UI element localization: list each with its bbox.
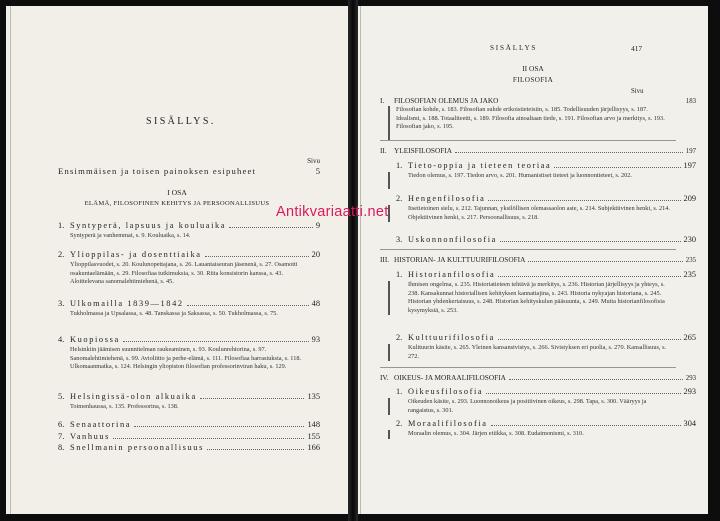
page-number: 417 (631, 44, 643, 53)
dot-leader (498, 338, 681, 340)
toc-entry (58, 443, 320, 452)
entry-description: Helsinkiin jäämisen suunnitelman raukeaminen, s. 93. Koulunrehtorina, s. 97. Sanomalehtimiehenä, s. 99. Avioliitto ja perhe-elämä, s. 111. Filosofiaa harrastuksia, s. 118. Ulkomaanmatka, s. 124. Helsingin yliopiston filosofian professorinviran haku, s. 129. (70, 346, 302, 371)
entry-number: 2. (58, 250, 65, 259)
toc-entry (58, 221, 320, 230)
part-title: ELÄMÄ, FILOSOFINEN KEHITYS JA PERSOONALLISUUS (84, 200, 270, 207)
dot-leader (123, 340, 309, 342)
entry-number: 2. (396, 333, 403, 342)
section-heading (380, 373, 696, 382)
entry-page: 155 (307, 432, 320, 441)
dot-leader (113, 437, 304, 439)
dot-leader (491, 424, 681, 426)
entry-number: 3. (396, 235, 403, 244)
section-roman: III. (380, 255, 390, 264)
entry-number: 1. (396, 387, 403, 396)
entry-number: 2. (396, 419, 403, 428)
entry-page: 166 (307, 443, 320, 452)
part-title: FILOSOFIA (512, 76, 554, 84)
entry-page: 209 (683, 194, 696, 203)
section-rule (380, 249, 676, 250)
toc-entry (58, 250, 320, 259)
dot-leader (486, 392, 680, 394)
entry-title: Ylioppilas- ja dosenttiaika (70, 250, 202, 259)
sivu-label: Sivu (307, 157, 320, 165)
sivu-label: Sivu (631, 88, 644, 95)
entry-page: 48 (311, 299, 320, 308)
dot-leader (498, 275, 680, 277)
entry-number: 4. (58, 335, 65, 344)
dot-leader (229, 226, 313, 228)
page-edge-line (10, 6, 11, 514)
dot-leader (488, 199, 680, 201)
entry-title: Kuopiossa (70, 335, 120, 344)
entry-title: Uskonnonfilosofia (408, 235, 497, 244)
entry-description: Kulttuurin käsite, s. 265. Yleinen kansansivistys, s. 266. Sivistyksen eri puolia, s. 270. Kansallisuus, s. 272. (408, 344, 667, 360)
toc-entry (396, 419, 696, 428)
margin-bar (388, 106, 390, 140)
section-page: 235 (685, 257, 696, 264)
entry-page: 9 (315, 221, 320, 230)
entry-title: Snellmanin persoonallisuus (70, 443, 204, 452)
section-title: YLEISFILOSOFIA (394, 146, 452, 155)
margin-bar (388, 344, 390, 361)
entry-description: Moraalin olemus, s. 304. Järjen etiikka, s. 308. Eudaimonismi, s. 310. (408, 430, 584, 437)
entry-title: Senaattorina (70, 420, 132, 429)
dot-leader (528, 260, 682, 262)
section-description: Filosofian kohde, s. 183. Filosofian suhde erikoistieteisiin, s. 185. Todellisuuden järjellisyys, s. 187. Idealismi, s. 188. Totaaliteetti, s. 189. Filosofia ainoaltaan tiede, s. 191. Filosofian arvo ja merkitys, s. 193. Filosofian jako, s. 195. (396, 106, 665, 131)
entry-number: 1. (396, 270, 403, 279)
entry-number: 5. (58, 392, 65, 401)
entry-description: Tiedon olemus, s. 197. Tiedon arvo, s. 201. Humanistiset tieteet ja luonnontieteet, s. 202. (408, 172, 632, 179)
section-heading (380, 146, 696, 155)
entry-page: 304 (683, 419, 696, 428)
entry-number: 6. (58, 420, 65, 429)
dot-leader (509, 378, 683, 380)
toc-entry (396, 270, 696, 279)
entry-title: Syntyperä, lapsuus ja kouluaika (70, 221, 227, 230)
entry-title: Kulttuurifilosofia (408, 333, 495, 342)
entry-number: 2. (396, 194, 403, 203)
dot-leader (501, 102, 682, 103)
section-page: 197 (685, 148, 696, 155)
section-title: FILOSOFIAN OLEMUS JA JAKO (394, 96, 499, 105)
entry-title: Vanhuus (70, 432, 111, 441)
entry-page: 197 (683, 161, 696, 170)
entry-title: Ulkomailla 1839—1842 (70, 299, 184, 308)
entry-page: 20 (311, 250, 320, 259)
entry-title: Helsingissä-olon alkuaika (70, 392, 197, 401)
entry-description: Itsetietoinen sielu, s. 212. Tajunnan, yksilöllisen olemassaolon aste, s. 214. Subjektiivinen henki, s. 214. Objektiivinen henki, s. 217. Persoonallisuus, s. 218. (408, 205, 670, 221)
entry-page: 293 (683, 387, 696, 396)
entry-page: 148 (307, 420, 320, 429)
entry-description: Ylioppilasvuodet, s. 20. Koulunopettajana, s. 26. Lauantaiseuran jäsenenä, s. 27. Osamotti osakuntaelämään, s. 29. Filosofiaa tutkimuksia, s. 30. Riita konsistorin kanssa, s. 43. Aloittelevana sanomalehtimiehenä, s. 45. (70, 261, 298, 286)
margin-bar (388, 281, 390, 315)
dot-leader (187, 304, 309, 306)
section-roman: I. (380, 96, 385, 105)
toc-entry (396, 387, 696, 396)
section-title: HISTORIAN- JA KULTTUURIFILOSOFIA (394, 255, 526, 264)
dot-leader (200, 397, 305, 399)
toc-entry (396, 194, 696, 203)
section-roman: II. (380, 146, 387, 155)
toc-entry (58, 335, 320, 344)
contents-heading: SISÄLLYS. (146, 116, 216, 127)
entry-page: 135 (307, 392, 320, 401)
entry-title: Moraalifilosofia (408, 419, 488, 428)
entry-number: 7. (58, 432, 65, 441)
preface-page: 5 (315, 166, 320, 176)
dot-leader (554, 166, 680, 168)
entry-page: 230 (683, 235, 696, 244)
entry-title: Tieto-oppia ja tieteen teoriaa (408, 161, 552, 170)
entry-description: Ihmisen ongelma, s. 235. Historiatieteen tehtävä ja merkitys, s. 236. Historian järjellisyys ja yhteys, s. 238. Kansakunnat historiallisen kehityksen kannattajina, s. 243. Historia nykyajan historiana, s. 245. Historian yhdenkertaisuus, s. 248. Historian kehityskulun pääsuunta, s. 249. Muita historianfilosofisia kysymyksiä, s. 253. (408, 281, 665, 314)
preface-entry (58, 166, 320, 176)
toc-entry (58, 299, 320, 308)
entry-page: 265 (683, 333, 696, 342)
part-number: I OSA (167, 188, 187, 197)
dot-leader (455, 151, 683, 153)
dot-leader (134, 425, 304, 427)
preface-title: Ensimmäisen ja toisen painoksen esipuheet (58, 166, 257, 176)
dot-leader (500, 240, 681, 242)
section-rule (380, 140, 676, 141)
section-heading (380, 255, 696, 264)
entry-title: Hengenfilosofia (408, 194, 486, 203)
entry-description: Oikeuden käsite, s. 293. Luonnonoikeus ja positiivinen oikeus, s. 298. Tapa, s. 300. Vääryys ja rangaistus, s. 301. (408, 398, 647, 414)
watermark-logo: Antikvariaatti.net (276, 204, 389, 220)
toc-entry (396, 235, 696, 244)
section-page: 183 (685, 98, 696, 105)
entry-number: 8. (58, 443, 65, 452)
margin-bar (388, 398, 390, 415)
section-heading (380, 96, 696, 105)
running-header: SISÄLLYS (490, 44, 538, 52)
toc-entry (58, 392, 320, 401)
entry-title: Oikeusfilosofia (408, 387, 484, 396)
entry-number: 3. (58, 299, 65, 308)
entry-number: 1. (58, 221, 65, 230)
toc-entry (58, 432, 320, 441)
toc-entry (58, 420, 320, 429)
book-gutter (348, 0, 358, 521)
part-number: II OSA (522, 64, 544, 73)
toc-entry (396, 333, 696, 342)
dot-leader (207, 448, 304, 450)
entry-description: Toimenhaussa, s. 135. Professorina, s. 138. (70, 403, 179, 410)
section-roman: IV. (380, 373, 389, 382)
margin-bar (388, 172, 390, 189)
toc-entry (396, 161, 696, 170)
entry-page: 235 (683, 270, 696, 279)
margin-bar (388, 430, 390, 439)
section-page: 293 (685, 375, 696, 382)
right-page (358, 6, 708, 514)
entry-title: Historianfilosofia (408, 270, 496, 279)
entry-number: 1. (396, 161, 403, 170)
section-title: OIKEUS- JA MORAALIFILOSOFIA (394, 373, 506, 382)
dot-leader (205, 255, 309, 257)
section-rule (380, 367, 676, 368)
entry-description: Syntyperä ja vanhemmat, s. 9. Kouluaika, s. 14. (70, 232, 191, 239)
entry-description: Tukholmassa ja Upsalassa, s. 48. Tanskassa ja Saksassa, s. 50. Tukholmassa, s. 75. (70, 310, 278, 317)
left-page (6, 6, 348, 514)
entry-page: 93 (311, 335, 320, 344)
